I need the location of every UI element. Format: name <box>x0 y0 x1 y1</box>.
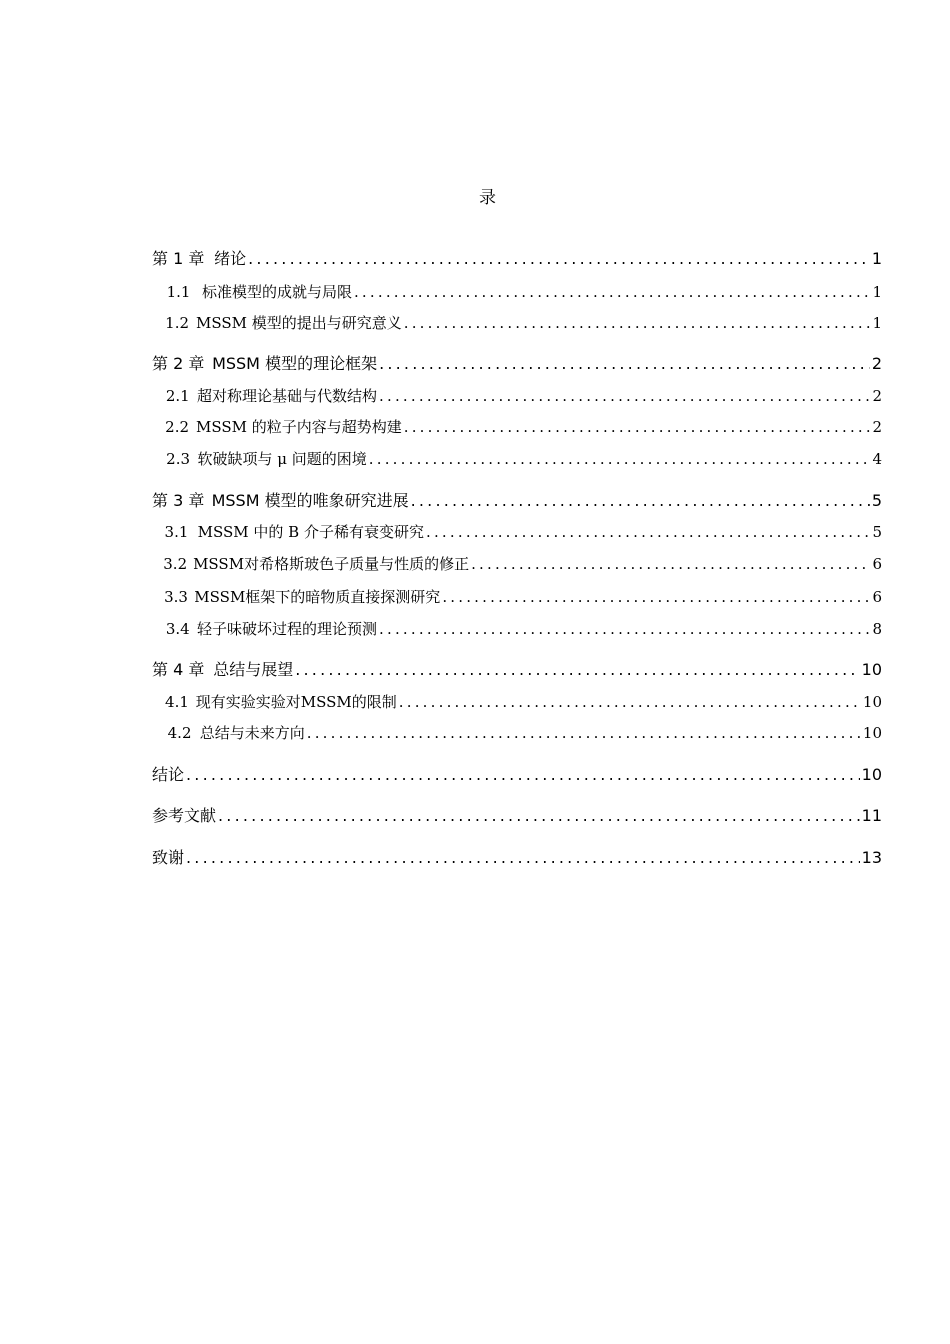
toc-entry-label: 软破缺项与 μ 问题的困境 <box>197 450 367 468</box>
dot-leader <box>369 448 871 470</box>
dot-leader <box>399 691 861 713</box>
dot-leader <box>379 618 870 640</box>
toc-entry-label: 绪论 <box>214 249 247 268</box>
dot-leader <box>186 847 860 869</box>
toc-entry-page: 1 <box>871 249 882 268</box>
toc-entry-number: 2.3 <box>166 450 191 468</box>
toc-entry-page: 5 <box>871 491 882 510</box>
toc-entry-label: MSSM 模型的唯象研究进展 <box>211 491 409 510</box>
toc-entry-number: 4.1 <box>165 693 189 711</box>
dot-leader <box>307 722 861 744</box>
toc-entry-page: 10 <box>861 660 882 679</box>
toc-entry-label: 现有实验实验对MSSM的限制 <box>195 693 397 711</box>
toc-entry-section-3-4[interactable] <box>152 618 882 640</box>
dot-leader <box>218 805 860 827</box>
toc-entry-section-3-1[interactable] <box>152 521 882 543</box>
toc-entry-page: 11 <box>861 806 882 825</box>
toc-entry-label: 参考文献 <box>152 806 217 825</box>
toc-entry-label: 超对称理论基础与代数结构 <box>197 387 378 405</box>
toc-entry-label: 结论 <box>152 765 185 784</box>
toc-entry-number: 1.2 <box>165 314 190 332</box>
dot-leader <box>426 521 870 543</box>
toc-entry-label: MSSM对希格斯玻色子质量与性质的修正 <box>193 555 470 573</box>
toc-entry-chapter-2[interactable] <box>152 353 882 375</box>
toc-entry-number: 3.1 <box>164 523 189 541</box>
toc-entry-page: 5 <box>872 523 882 541</box>
toc-entry-page: 6 <box>872 588 882 606</box>
toc-entry-section-2-3[interactable] <box>152 448 882 470</box>
toc-entry-label: MSSM 模型的理论框架 <box>212 354 378 373</box>
dot-leader <box>471 553 870 575</box>
toc-entry-number: 第 4 章 <box>152 660 205 679</box>
toc-entry-label: MSSM 中的 B 介子稀有衰变研究 <box>197 523 424 541</box>
toc-entry-label: MSSM 模型的提出与研究意义 <box>195 314 402 332</box>
toc-entry-page: 10 <box>862 693 882 711</box>
toc-entry-page: 6 <box>872 555 882 573</box>
dot-leader <box>354 281 871 303</box>
toc-entry-page: 10 <box>861 765 882 784</box>
toc-entry-number: 2.1 <box>165 387 190 405</box>
dot-leader <box>411 490 870 512</box>
toc-entry-label: 总结与展望 <box>213 660 294 679</box>
toc-entry-section-3-3[interactable] <box>152 586 882 608</box>
toc-entry-section-2-1[interactable] <box>152 385 882 407</box>
dot-leader <box>379 353 870 375</box>
toc-entry-number: 1.1 <box>166 283 191 301</box>
toc-entry-label: MSSM 的粒子内容与超势构建 <box>195 418 402 436</box>
toc-entry-page: 10 <box>862 724 882 742</box>
toc-entry-page: 2 <box>872 418 882 436</box>
toc-entry-section-3-2[interactable] <box>152 553 882 575</box>
toc-entry-label: 致谢 <box>152 848 185 867</box>
toc-entry-page: 1 <box>872 283 882 301</box>
toc-entry-section-1-1[interactable] <box>152 281 882 303</box>
toc-entry-number: 第 1 章 <box>152 249 205 268</box>
toc-entry-number: 3.2 <box>163 555 188 573</box>
dot-leader <box>442 586 870 608</box>
dot-leader <box>248 248 870 270</box>
toc-entry-section-1-2[interactable] <box>152 312 882 334</box>
toc-entry-chapter-1[interactable] <box>152 248 882 270</box>
toc-entry-conclusion[interactable] <box>152 764 882 786</box>
toc-entry-number: 3.3 <box>164 588 188 606</box>
dot-leader <box>295 659 859 681</box>
toc-entry-references[interactable] <box>152 805 882 827</box>
toc-entry-number: 第 2 章 <box>152 354 205 373</box>
toc-entry-chapter-3[interactable] <box>152 490 882 512</box>
dot-leader <box>186 764 860 786</box>
toc-entry-page: 13 <box>861 848 882 867</box>
toc-entry-section-4-2[interactable] <box>152 722 882 744</box>
toc-entry-chapter-4[interactable] <box>152 659 882 681</box>
toc-entry-number: 3.4 <box>165 620 190 638</box>
page-title: 录 <box>479 188 496 208</box>
toc-entry-number: 第 3 章 <box>152 491 205 510</box>
toc-entry-page: 2 <box>871 354 882 373</box>
dot-leader <box>404 416 871 438</box>
toc-entry-page: 8 <box>872 620 882 638</box>
toc-entry-label: 总结与未来方向 <box>199 724 305 742</box>
toc-entry-acknowledgements[interactable] <box>152 847 882 869</box>
toc-entry-section-4-1[interactable] <box>152 691 882 713</box>
dot-leader <box>379 385 870 407</box>
toc-entry-label: 轻子味破坏过程的理论预测 <box>197 620 378 638</box>
dot-leader <box>404 312 871 334</box>
toc-entry-section-2-2[interactable] <box>152 416 882 438</box>
toc-entry-number: 2.2 <box>165 418 190 436</box>
toc-entry-page: 1 <box>872 314 882 332</box>
toc-entry-label: 标准模型的成就与局限 <box>201 283 352 301</box>
toc-entry-page: 2 <box>872 387 882 405</box>
toc-entry-number: 4.2 <box>167 724 192 742</box>
toc-entry-page: 4 <box>872 450 882 468</box>
toc-entry-label: MSSM框架下的暗物质直接探测研究 <box>194 588 441 606</box>
